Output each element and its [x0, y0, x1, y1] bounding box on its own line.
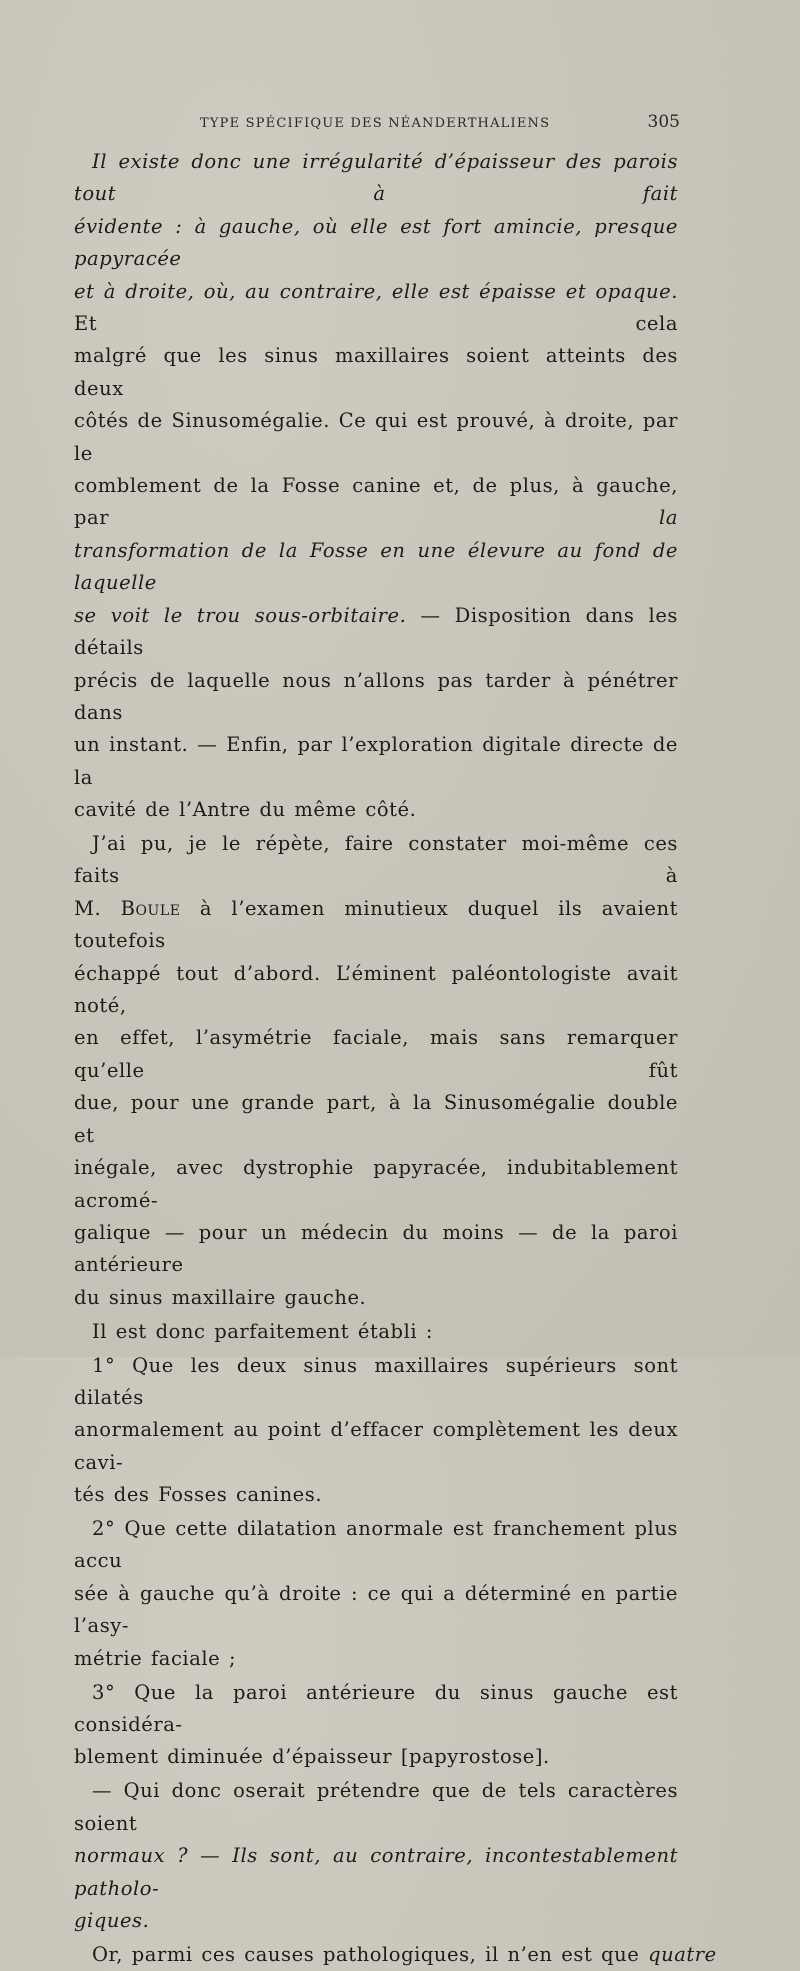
- paragraph: [74, 1316, 678, 1348]
- text-run: inégale, avec dystrophie papyracée, indubitablement acromé-: [74, 1156, 678, 1212]
- text-line: [74, 1414, 678, 1479]
- text-line: [74, 893, 678, 958]
- text-line: [74, 600, 678, 665]
- text-run: 2° Que cette dilatation anormale est franchement plus accu: [74, 1517, 678, 1573]
- text-run: Et cela: [74, 312, 678, 336]
- text-line: [74, 794, 678, 826]
- text-run: et à droite, où, au contraire, elle est épaisse et opaque.: [74, 279, 678, 303]
- text-line: [74, 1022, 678, 1087]
- text-line: [74, 1479, 678, 1511]
- page-header: [74, 112, 682, 136]
- text-line: [74, 470, 678, 535]
- text-line: [74, 1840, 678, 1905]
- text-line: [74, 1939, 717, 1971]
- text-line: [74, 1316, 678, 1348]
- paragraph: [74, 828, 678, 1314]
- text-line: [74, 1513, 678, 1578]
- text-run: à l’examen minutieux duquel ils avaient toutefois: [74, 896, 678, 953]
- text-run: anormalement au point d’effacer complètement les deux cavi-: [74, 1418, 678, 1474]
- text-run: J’ai pu, je le répète, faire constater moi-même ces faits à: [74, 832, 678, 888]
- text-run: échappé tout d’abord. L’éminent paléontologiste avait noté,: [74, 961, 678, 1018]
- text-line: [74, 1350, 678, 1415]
- text-run: M.: [74, 896, 121, 920]
- text-line: [74, 1217, 678, 1282]
- paragraph: [74, 1775, 678, 1937]
- text-line: [74, 146, 678, 211]
- text-run: normaux ? — Ils sont, au contraire, incontestablement patholo-: [74, 1844, 678, 1900]
- text-run: du sinus maxillaire gauche.: [74, 1285, 367, 1309]
- text-line: [74, 958, 678, 1023]
- text-line: [74, 1677, 678, 1742]
- text-run: transformation de la Fosse en une élevure au fond de laquelle: [74, 538, 678, 595]
- paragraph: [74, 1350, 678, 1512]
- text-run: galique — pour un médecin du moins — de la paroi antérieure: [74, 1220, 678, 1277]
- text-line: [74, 211, 678, 276]
- text-line: [74, 340, 678, 405]
- text-run: évidente : à gauche, où elle est fort amincie, presque papyracée: [74, 214, 678, 271]
- page-number: 305: [647, 112, 680, 132]
- text-run: cavité de l’Antre du même côté.: [74, 798, 417, 822]
- text-run: comblement de la Fosse canine et, de plus, à gauche, par: [74, 474, 678, 530]
- text-run: malgré que les sinus maxillaires soient atteints des deux: [74, 344, 678, 400]
- paragraph: [74, 1677, 678, 1774]
- paragraph: [74, 1513, 678, 1675]
- text-run: Or, parmi ces causes pathologiques, il n’en est que: [92, 1942, 649, 1966]
- text-run: blement diminuée d’épaisseur [papyrostose].: [74, 1745, 550, 1769]
- text-line: [74, 1087, 678, 1152]
- body-text: [74, 146, 717, 1971]
- text-run: Il est donc parfaitement établi :: [92, 1319, 434, 1343]
- text-run: tés des Fosses canines.: [74, 1483, 323, 1507]
- text-line: [74, 1741, 678, 1773]
- text-line: [74, 1578, 678, 1643]
- text-run: — Disposition dans les détails: [74, 603, 678, 660]
- text-run: un instant. — Enfin, par l’exploration digitale directe de la: [74, 733, 678, 789]
- text-run: 1° Que les deux sinus maxillaires supérieurs sont dilatés: [74, 1353, 678, 1409]
- text-run: côtés de Sinusomégalie. Ce qui est prouvé, à droite, par le: [74, 409, 678, 465]
- text-run: — Qui donc oserait prétendre que de tels caractères soient: [74, 1779, 678, 1835]
- text-run: métrie faciale ;: [74, 1646, 237, 1670]
- paragraph: [74, 146, 678, 827]
- text-line: [74, 1905, 678, 1937]
- text-run: Il existe donc une irrégularité d’épaisseur des parois tout à fait: [74, 150, 678, 206]
- text-run: la: [659, 506, 678, 530]
- text-run: sée à gauche qu’à droite : ce qui a déterminé en partie l’asy-: [74, 1581, 678, 1638]
- author-name: Boule: [120, 896, 181, 920]
- text-line: [74, 405, 678, 470]
- text-line: [74, 535, 678, 600]
- paragraph: [74, 1939, 717, 1971]
- text-run: précis de laquelle nous n’allons pas tarder à pénétrer dans: [74, 668, 678, 724]
- text-run: se voit le trou sous-orbitaire.: [74, 603, 407, 627]
- text-line: [74, 1775, 678, 1840]
- text-line: [74, 1152, 678, 1217]
- text-run: due, pour une grande part, à la Sinusomégalie double et: [74, 1091, 678, 1147]
- text-run: quatre: [648, 1942, 717, 1966]
- text-line: [74, 828, 678, 893]
- text-line: [74, 1282, 678, 1314]
- text-run: en effet, l’asymétrie faciale, mais sans remarquer qu’elle fût: [74, 1026, 678, 1082]
- running-title: TYPE SPÉCIFIQUE DES NÉANDERTHALIENS: [200, 116, 551, 131]
- text-run: 3° Que la paroi antérieure du sinus gauche est considéra-: [74, 1680, 678, 1736]
- text-run: giques.: [74, 1908, 150, 1932]
- text-line: [74, 665, 678, 730]
- text-line: [74, 276, 678, 341]
- text-line: [74, 729, 678, 794]
- text-line: [74, 1643, 678, 1675]
